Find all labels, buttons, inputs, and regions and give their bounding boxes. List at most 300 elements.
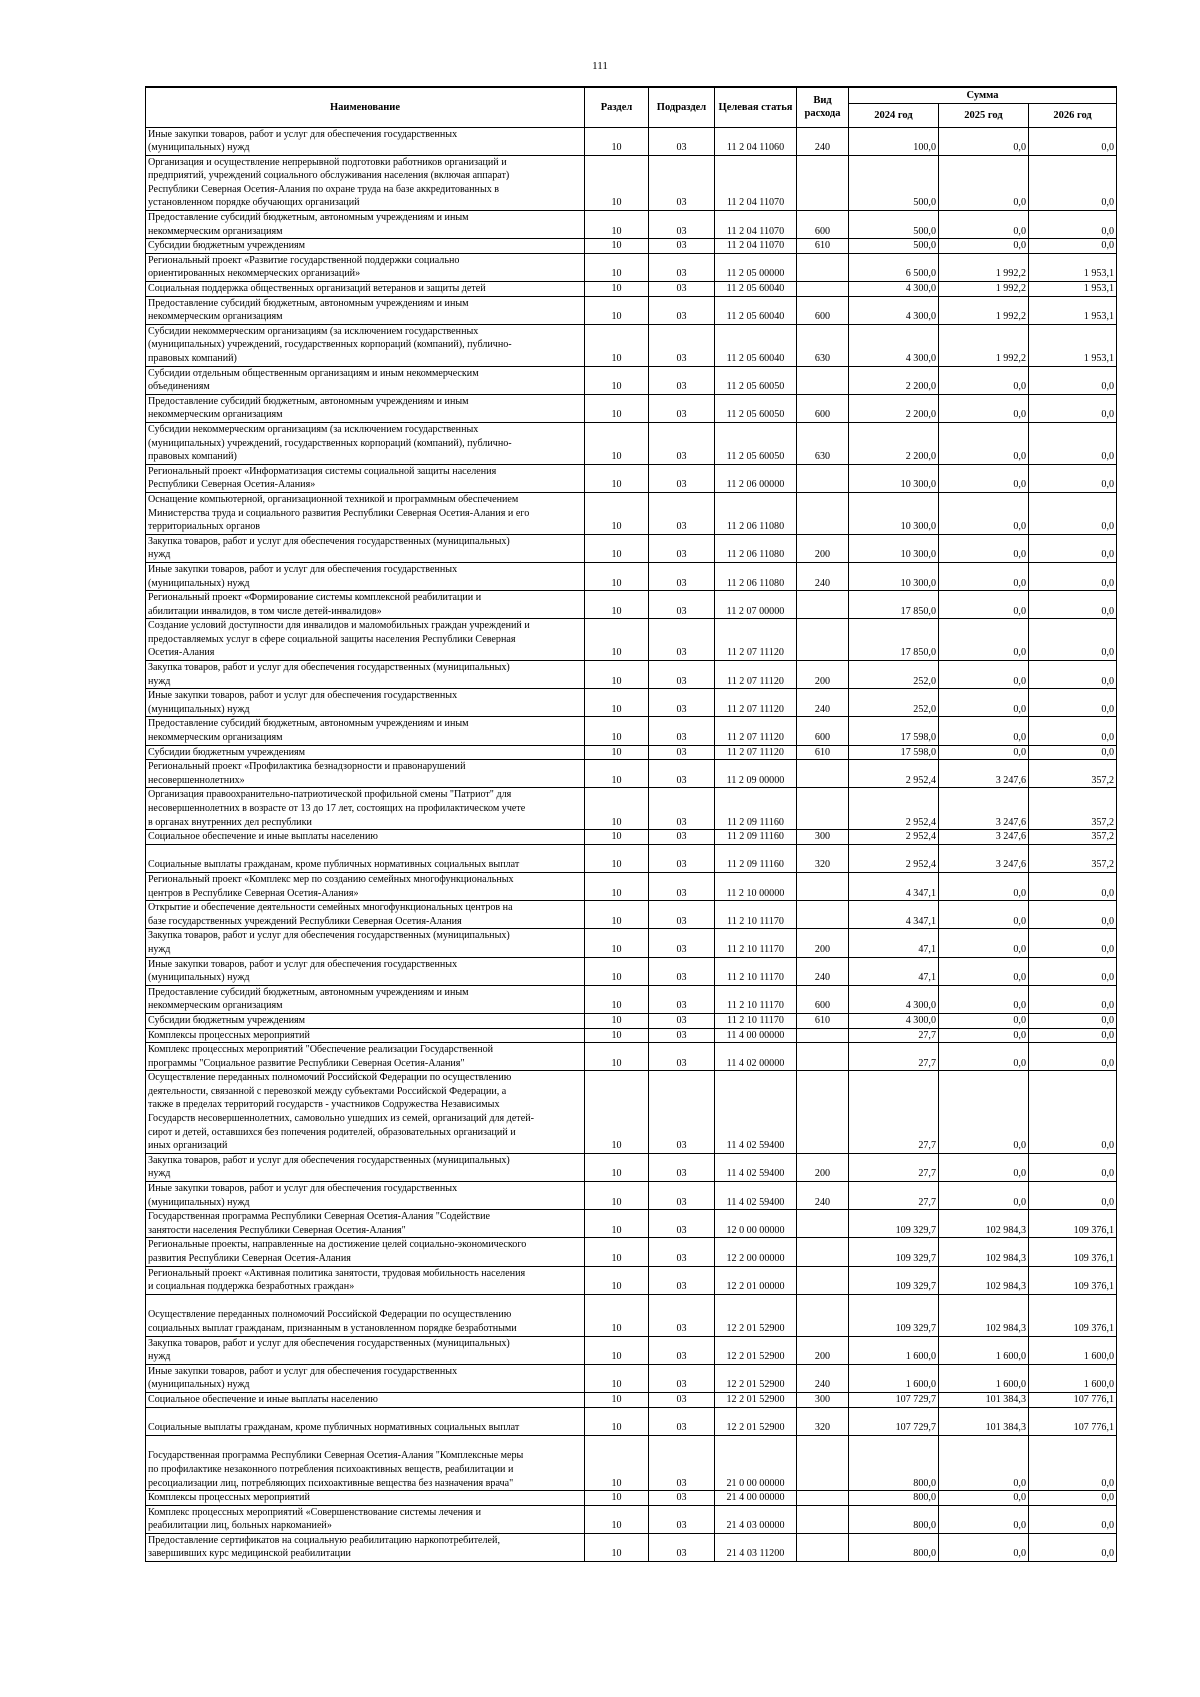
name-cell xyxy=(146,872,585,900)
name-line: Социальное обеспечение и иные выплаты населению xyxy=(148,831,378,843)
sum-2024-cell: 107 729,7 xyxy=(849,1407,939,1435)
target-article-cell: 11 2 05 00000 xyxy=(715,253,797,281)
name-line: Осуществление переданных полномочий Российской Федерации по осуществлению xyxy=(148,1072,512,1084)
section-cell: 10 xyxy=(585,1491,649,1506)
name-line: предприятий, учреждений социального обслуживания населения (включая аппарат) xyxy=(148,170,510,182)
subsection-cell: 03 xyxy=(649,1491,715,1506)
table-row xyxy=(146,985,1117,1013)
subsection-cell: 03 xyxy=(649,985,715,1013)
sum-2025-cell: 0,0 xyxy=(939,1505,1029,1533)
expense-type-cell xyxy=(797,366,849,394)
name-line: абилитации инвалидов, в том числе детей-инвалидов» xyxy=(148,605,382,617)
section-cell: 10 xyxy=(585,929,649,957)
section-cell: 10 xyxy=(585,394,649,422)
target-article-cell: 11 2 07 00000 xyxy=(715,591,797,619)
name-line: (муниципальных) нужд xyxy=(148,577,250,589)
name-cell xyxy=(146,492,585,534)
name-line: (муниципальных) нужд xyxy=(148,142,250,154)
table-row xyxy=(146,745,1117,760)
name-line: центров в Республике Северная Осетия-Алания» xyxy=(148,887,359,899)
section-cell: 10 xyxy=(585,1505,649,1533)
name-line: Региональный проект «Информатизация системы социальной защиты населения xyxy=(148,465,497,477)
subsection-cell: 03 xyxy=(649,760,715,788)
subsection-cell: 03 xyxy=(649,901,715,929)
name-line: Осетия-Алания xyxy=(148,647,215,659)
section-cell: 10 xyxy=(585,1364,649,1392)
sum-2025-cell: 1 992,2 xyxy=(939,253,1029,281)
name-cell xyxy=(146,1013,585,1028)
name-line: некоммерческим организациям xyxy=(148,409,283,421)
table-row xyxy=(146,689,1117,717)
name-line: Субсидии некоммерческим организациям (за исключением государственных xyxy=(148,423,479,435)
target-article-cell: 11 2 04 11070 xyxy=(715,211,797,239)
name-line: сирот и детей, оставшихся без попечения родителей, образовательных организаций и xyxy=(148,1126,516,1138)
name-cell xyxy=(146,422,585,464)
sum-2024-cell: 800,0 xyxy=(849,1533,939,1561)
name-cell xyxy=(146,1364,585,1392)
expense-type-cell xyxy=(797,155,849,210)
sum-2025-cell: 0,0 xyxy=(939,127,1029,155)
sum-2024-cell: 800,0 xyxy=(849,1491,939,1506)
sum-2026-cell: 1 953,1 xyxy=(1029,282,1117,297)
sum-2026-cell: 1 953,1 xyxy=(1029,296,1117,324)
name-line: Комплексы процессных мероприятий xyxy=(148,1029,310,1041)
sum-2024-cell: 27,7 xyxy=(849,1043,939,1071)
table-row xyxy=(146,324,1117,366)
sum-2024-cell: 2 952,4 xyxy=(849,760,939,788)
sum-2026-cell: 0,0 xyxy=(1029,155,1117,210)
expense-type-cell xyxy=(797,253,849,281)
target-article-cell: 12 2 01 00000 xyxy=(715,1266,797,1294)
target-article-cell: 11 2 05 60040 xyxy=(715,296,797,324)
name-line: Субсидии некоммерческим организациям (за исключением государственных xyxy=(148,325,479,337)
name-line: деятельности, связанной с перевозкой между субъектами Российской Федерации, а xyxy=(148,1085,507,1097)
sum-2025-cell: 0,0 xyxy=(939,534,1029,562)
target-article-cell: 11 4 02 59400 xyxy=(715,1153,797,1181)
sum-2026-cell: 1 600,0 xyxy=(1029,1364,1117,1392)
sum-2026-cell: 0,0 xyxy=(1029,239,1117,254)
name-cell xyxy=(146,394,585,422)
name-cell xyxy=(146,689,585,717)
sum-2026-cell: 0,0 xyxy=(1029,929,1117,957)
sum-2024-cell: 109 329,7 xyxy=(849,1210,939,1238)
sum-2025-cell: 0,0 xyxy=(939,239,1029,254)
section-cell: 10 xyxy=(585,127,649,155)
name-line: Региональные проекты, направленные на достижение целей социально-экономического xyxy=(148,1239,527,1251)
name-line: Комплексы процессных мероприятий xyxy=(148,1492,310,1504)
name-line: развития Республики Северная Осетия-Алания xyxy=(148,1253,351,1264)
sum-2026-cell: 0,0 xyxy=(1029,1505,1117,1533)
target-article-cell: 21 4 03 11200 xyxy=(715,1533,797,1561)
table-row xyxy=(146,929,1117,957)
target-article-cell: 11 4 02 59400 xyxy=(715,1071,797,1154)
expense-type-cell: 630 xyxy=(797,422,849,464)
sum-2026-cell: 0,0 xyxy=(1029,901,1117,929)
target-article-cell: 11 2 09 11160 xyxy=(715,788,797,830)
name-line: Иные закупки товаров, работ и услуг для обеспечения государственных xyxy=(148,690,458,702)
table-row xyxy=(146,717,1117,745)
expense-type-cell xyxy=(797,492,849,534)
name-cell xyxy=(146,901,585,929)
sum-2025-cell: 102 984,3 xyxy=(939,1210,1029,1238)
sum-2025-cell: 1 992,2 xyxy=(939,296,1029,324)
section-cell: 10 xyxy=(585,366,649,394)
name-line: Закупка товаров, работ и услуг для обеспечения государственных (муниципальных) xyxy=(148,662,510,674)
target-article-cell: 11 2 07 11120 xyxy=(715,717,797,745)
name-line: реабилитации лиц, больных наркоманией» xyxy=(148,1520,332,1532)
subsection-cell: 03 xyxy=(649,1238,715,1266)
subsection-cell: 03 xyxy=(649,253,715,281)
sum-2025-cell: 0,0 xyxy=(939,1028,1029,1043)
sum-2024-cell: 2 952,4 xyxy=(849,844,939,872)
section-cell: 10 xyxy=(585,788,649,830)
table-row xyxy=(146,1364,1117,1392)
name-line: иных организаций xyxy=(148,1140,228,1152)
name-cell xyxy=(146,1043,585,1071)
name-cell xyxy=(146,562,585,590)
sum-2024-cell: 4 300,0 xyxy=(849,1013,939,1028)
sum-2025-cell: 0,0 xyxy=(939,1435,1029,1490)
section-cell: 10 xyxy=(585,760,649,788)
name-cell xyxy=(146,282,585,297)
name-line: Социальные выплаты гражданам, кроме публичных нормативных социальных выплат xyxy=(148,859,520,871)
table-row xyxy=(146,394,1117,422)
expense-type-cell xyxy=(797,1533,849,1561)
sum-2024-cell: 10 300,0 xyxy=(849,562,939,590)
table-row xyxy=(146,1435,1117,1490)
name-cell xyxy=(146,619,585,661)
target-article-cell: 11 2 07 11120 xyxy=(715,619,797,661)
table-row xyxy=(146,239,1117,254)
section-cell: 10 xyxy=(585,717,649,745)
section-cell: 10 xyxy=(585,1238,649,1266)
sum-2024-cell: 4 300,0 xyxy=(849,324,939,366)
table-row xyxy=(146,901,1117,929)
name-line: Субсидии отдельным общественным организациям и иным некоммерческим xyxy=(148,367,479,379)
name-cell xyxy=(146,929,585,957)
sum-2024-cell: 252,0 xyxy=(849,689,939,717)
name-cell xyxy=(146,1182,585,1210)
subsection-cell: 03 xyxy=(649,394,715,422)
sum-2026-cell: 0,0 xyxy=(1029,1182,1117,1210)
sum-2024-cell: 500,0 xyxy=(849,155,939,210)
sum-2026-cell: 107 776,1 xyxy=(1029,1392,1117,1407)
sum-2026-cell: 0,0 xyxy=(1029,394,1117,422)
sum-2026-cell: 0,0 xyxy=(1029,745,1117,760)
target-article-cell: 21 0 00 00000 xyxy=(715,1435,797,1490)
sum-2026-cell: 109 376,1 xyxy=(1029,1294,1117,1336)
subsection-cell: 03 xyxy=(649,1364,715,1392)
expense-type-cell xyxy=(797,1238,849,1266)
subsection-cell: 03 xyxy=(649,464,715,492)
sum-2025-cell: 0,0 xyxy=(939,211,1029,239)
target-article-cell: 11 4 00 00000 xyxy=(715,1028,797,1043)
subsection-cell: 03 xyxy=(649,1028,715,1043)
table-row xyxy=(146,562,1117,590)
sum-2025-cell: 0,0 xyxy=(939,1533,1029,1561)
expense-type-cell: 240 xyxy=(797,562,849,590)
name-cell xyxy=(146,155,585,210)
target-article-cell: 11 2 05 60040 xyxy=(715,282,797,297)
sum-2025-cell: 102 984,3 xyxy=(939,1266,1029,1294)
expense-type-cell xyxy=(797,1294,849,1336)
sum-2026-cell: 0,0 xyxy=(1029,211,1117,239)
target-article-cell: 11 2 06 00000 xyxy=(715,464,797,492)
expense-type-cell: 200 xyxy=(797,1336,849,1364)
subsection-cell: 03 xyxy=(649,661,715,689)
name-line: занятости населения Республики Северная Осетия-Алания" xyxy=(148,1224,406,1236)
section-cell: 10 xyxy=(585,211,649,239)
name-cell xyxy=(146,760,585,788)
sum-2025-cell: 0,0 xyxy=(939,872,1029,900)
section-cell: 10 xyxy=(585,830,649,845)
subsection-cell: 03 xyxy=(649,1210,715,1238)
subsection-cell: 03 xyxy=(649,1013,715,1028)
sum-2026-cell: 1 953,1 xyxy=(1029,253,1117,281)
sum-2025-cell: 0,0 xyxy=(939,1153,1029,1181)
target-article-cell: 11 2 06 11080 xyxy=(715,562,797,590)
section-cell: 10 xyxy=(585,1336,649,1364)
sum-2024-cell: 800,0 xyxy=(849,1435,939,1490)
sum-2024-cell: 27,7 xyxy=(849,1028,939,1043)
name-line: некоммерческим организациям xyxy=(148,225,283,237)
name-line: также в пределах территорий государств - участников Содружества Независимых xyxy=(148,1099,500,1111)
sum-2025-cell: 0,0 xyxy=(939,422,1029,464)
table-row xyxy=(146,1028,1117,1043)
name-cell xyxy=(146,844,585,872)
target-article-cell: 11 2 05 60050 xyxy=(715,394,797,422)
header-expense-type: Вид расхода xyxy=(797,87,849,127)
table-row xyxy=(146,788,1117,830)
sum-2024-cell: 100,0 xyxy=(849,127,939,155)
header-year-2024: 2024 год xyxy=(849,103,939,127)
target-article-cell: 11 2 09 00000 xyxy=(715,760,797,788)
section-cell: 10 xyxy=(585,1533,649,1561)
target-article-cell: 11 2 07 11120 xyxy=(715,689,797,717)
name-line: и социальная поддержка безработных граждан» xyxy=(148,1281,355,1293)
section-cell: 10 xyxy=(585,422,649,464)
name-line: Предоставление сертификатов на социальную реабилитацию наркопотребителей, xyxy=(148,1534,500,1546)
header-name: Наименование xyxy=(146,87,585,127)
sum-2026-cell: 357,2 xyxy=(1029,830,1117,845)
sum-2025-cell: 102 984,3 xyxy=(939,1294,1029,1336)
subsection-cell: 03 xyxy=(649,717,715,745)
table-row xyxy=(146,1505,1117,1533)
subsection-cell: 03 xyxy=(649,957,715,985)
expense-type-cell xyxy=(797,619,849,661)
name-cell xyxy=(146,1210,585,1238)
expense-type-cell: 610 xyxy=(797,745,849,760)
expense-type-cell: 610 xyxy=(797,239,849,254)
sum-2024-cell: 109 329,7 xyxy=(849,1266,939,1294)
table-row xyxy=(146,253,1117,281)
name-line: Субсидии бюджетным учреждениям xyxy=(148,1014,306,1026)
name-cell xyxy=(146,1491,585,1506)
sum-2024-cell: 10 300,0 xyxy=(849,492,939,534)
sum-2026-cell: 0,0 xyxy=(1029,591,1117,619)
name-line: некоммерческим организациям xyxy=(148,732,283,744)
target-article-cell: 11 2 10 00000 xyxy=(715,872,797,900)
section-cell: 10 xyxy=(585,1210,649,1238)
subsection-cell: 03 xyxy=(649,591,715,619)
name-line: Закупка товаров, работ и услуг для обеспечения государственных (муниципальных) xyxy=(148,1337,510,1349)
name-cell xyxy=(146,1238,585,1266)
sum-2025-cell: 0,0 xyxy=(939,1071,1029,1154)
sum-2026-cell: 0,0 xyxy=(1029,1533,1117,1561)
table-row xyxy=(146,619,1117,661)
name-cell xyxy=(146,239,585,254)
target-article-cell: 11 2 10 11170 xyxy=(715,929,797,957)
table-body xyxy=(146,127,1117,1562)
section-cell: 10 xyxy=(585,1392,649,1407)
name-cell xyxy=(146,717,585,745)
sum-2026-cell: 0,0 xyxy=(1029,127,1117,155)
name-line: базе государственных учреждений Республики Северная Осетия-Алания xyxy=(148,915,462,927)
section-cell: 10 xyxy=(585,1153,649,1181)
name-line: Предоставление субсидий бюджетным, автономным учреждениям и иным xyxy=(148,212,469,224)
section-cell: 10 xyxy=(585,1071,649,1154)
name-line: нужд xyxy=(148,1351,171,1363)
subsection-cell: 03 xyxy=(649,296,715,324)
name-line: некоммерческим организациям xyxy=(148,311,283,323)
section-cell: 10 xyxy=(585,957,649,985)
subsection-cell: 03 xyxy=(649,282,715,297)
expense-type-cell xyxy=(797,760,849,788)
table-row xyxy=(146,1013,1117,1028)
sum-2026-cell: 0,0 xyxy=(1029,957,1117,985)
name-line xyxy=(148,845,582,859)
section-cell: 10 xyxy=(585,619,649,661)
table-row xyxy=(146,492,1117,534)
name-line: Иные закупки товаров, работ и услуг для обеспечения государственных xyxy=(148,1365,458,1377)
sum-2025-cell: 0,0 xyxy=(939,366,1029,394)
subsection-cell: 03 xyxy=(649,745,715,760)
name-line: некоммерческим организациям xyxy=(148,1000,283,1012)
expense-type-cell xyxy=(797,282,849,297)
header-target-article: Целевая статья xyxy=(715,87,797,127)
target-article-cell: 21 4 00 00000 xyxy=(715,1491,797,1506)
sum-2026-cell: 107 776,1 xyxy=(1029,1407,1117,1435)
sum-2024-cell: 1 600,0 xyxy=(849,1336,939,1364)
table-row xyxy=(146,1266,1117,1294)
table-row xyxy=(146,1407,1117,1435)
name-line: Республики Северная Осетия-Алания» xyxy=(148,479,316,491)
expense-type-cell: 240 xyxy=(797,1182,849,1210)
name-line: Социальное обеспечение и иные выплаты населению xyxy=(148,1393,378,1405)
subsection-cell: 03 xyxy=(649,1153,715,1181)
name-line: нужд xyxy=(148,549,171,561)
section-cell: 10 xyxy=(585,901,649,929)
name-line: Предоставление субсидий бюджетным, автономным учреждениям и иным xyxy=(148,986,469,998)
name-line: несовершеннолетних в возрасте от 13 до 17 лет, состоящих на профилактическом учете xyxy=(148,803,526,814)
subsection-cell: 03 xyxy=(649,211,715,239)
name-cell xyxy=(146,1407,585,1435)
name-line: Государственная программа Республики Северная Осетия-Алания "Содействие xyxy=(148,1211,490,1223)
sum-2024-cell: 4 347,1 xyxy=(849,872,939,900)
sum-2025-cell: 0,0 xyxy=(939,1491,1029,1506)
table-row xyxy=(146,760,1117,788)
sum-2025-cell: 0,0 xyxy=(939,591,1029,619)
sum-2024-cell: 252,0 xyxy=(849,661,939,689)
header-year-2025: 2025 год xyxy=(939,103,1029,127)
name-line: Субсидии бюджетным учреждениям xyxy=(148,240,306,252)
expense-type-cell: 600 xyxy=(797,394,849,422)
name-line: Организация правоохранительно-патриотической профильной смены "Патриот" для xyxy=(148,789,512,801)
name-line: Иные закупки товаров, работ и услуг для обеспечения государственных xyxy=(148,1183,458,1195)
sum-2025-cell: 0,0 xyxy=(939,562,1029,590)
subsection-cell: 03 xyxy=(649,872,715,900)
sum-2024-cell: 47,1 xyxy=(849,957,939,985)
expense-type-cell xyxy=(797,1210,849,1238)
sum-2025-cell: 3 247,6 xyxy=(939,830,1029,845)
name-line: (муниципальных) нужд xyxy=(148,1379,250,1391)
expense-type-cell: 200 xyxy=(797,661,849,689)
sum-2024-cell: 500,0 xyxy=(849,239,939,254)
name-cell xyxy=(146,1336,585,1364)
expense-type-cell xyxy=(797,1435,849,1490)
section-cell: 10 xyxy=(585,591,649,619)
sum-2026-cell: 1 953,1 xyxy=(1029,324,1117,366)
sum-2026-cell: 0,0 xyxy=(1029,619,1117,661)
expense-type-cell: 600 xyxy=(797,211,849,239)
name-cell xyxy=(146,1071,585,1154)
expense-type-cell: 610 xyxy=(797,1013,849,1028)
sum-2024-cell: 500,0 xyxy=(849,211,939,239)
sum-2024-cell: 17 850,0 xyxy=(849,619,939,661)
table-row xyxy=(146,1071,1117,1154)
table-row xyxy=(146,1392,1117,1407)
expense-type-cell: 600 xyxy=(797,985,849,1013)
sum-2026-cell: 0,0 xyxy=(1029,985,1117,1013)
expense-type-cell: 320 xyxy=(797,1407,849,1435)
sum-2026-cell: 0,0 xyxy=(1029,717,1117,745)
section-cell: 10 xyxy=(585,253,649,281)
sum-2025-cell: 1 600,0 xyxy=(939,1336,1029,1364)
expense-type-cell: 320 xyxy=(797,844,849,872)
name-cell xyxy=(146,296,585,324)
sum-2025-cell: 0,0 xyxy=(939,1013,1029,1028)
sum-2024-cell: 800,0 xyxy=(849,1505,939,1533)
sum-2026-cell: 0,0 xyxy=(1029,562,1117,590)
budget-table xyxy=(145,86,1117,1562)
target-article-cell: 21 4 03 00000 xyxy=(715,1505,797,1533)
subsection-cell: 03 xyxy=(649,844,715,872)
section-cell: 10 xyxy=(585,296,649,324)
header-section: Раздел xyxy=(585,87,649,127)
subsection-cell: 03 xyxy=(649,562,715,590)
target-article-cell: 11 2 10 11170 xyxy=(715,901,797,929)
name-cell xyxy=(146,366,585,394)
expense-type-cell: 240 xyxy=(797,1364,849,1392)
sum-2026-cell: 0,0 xyxy=(1029,1013,1117,1028)
section-cell: 10 xyxy=(585,1182,649,1210)
section-cell: 10 xyxy=(585,745,649,760)
sum-2024-cell: 2 952,4 xyxy=(849,788,939,830)
header-year-2026: 2026 год xyxy=(1029,103,1117,127)
sum-2026-cell: 109 376,1 xyxy=(1029,1210,1117,1238)
table-row xyxy=(146,1294,1117,1336)
section-cell: 10 xyxy=(585,1294,649,1336)
name-cell xyxy=(146,127,585,155)
name-line: Комплекс процессных мероприятий «Совершенствование системы лечения и xyxy=(148,1506,481,1518)
subsection-cell: 03 xyxy=(649,1435,715,1490)
name-line: Социальная поддержка общественных организаций ветеранов и защиты детей xyxy=(148,283,486,295)
name-line: (муниципальных) учреждений, государственных корпораций (компаний), публично- xyxy=(148,339,512,351)
name-line: Региональный проект «Развитие государственной поддержки социально xyxy=(148,254,460,266)
subsection-cell: 03 xyxy=(649,239,715,254)
subsection-cell: 03 xyxy=(649,1071,715,1154)
section-cell: 10 xyxy=(585,872,649,900)
